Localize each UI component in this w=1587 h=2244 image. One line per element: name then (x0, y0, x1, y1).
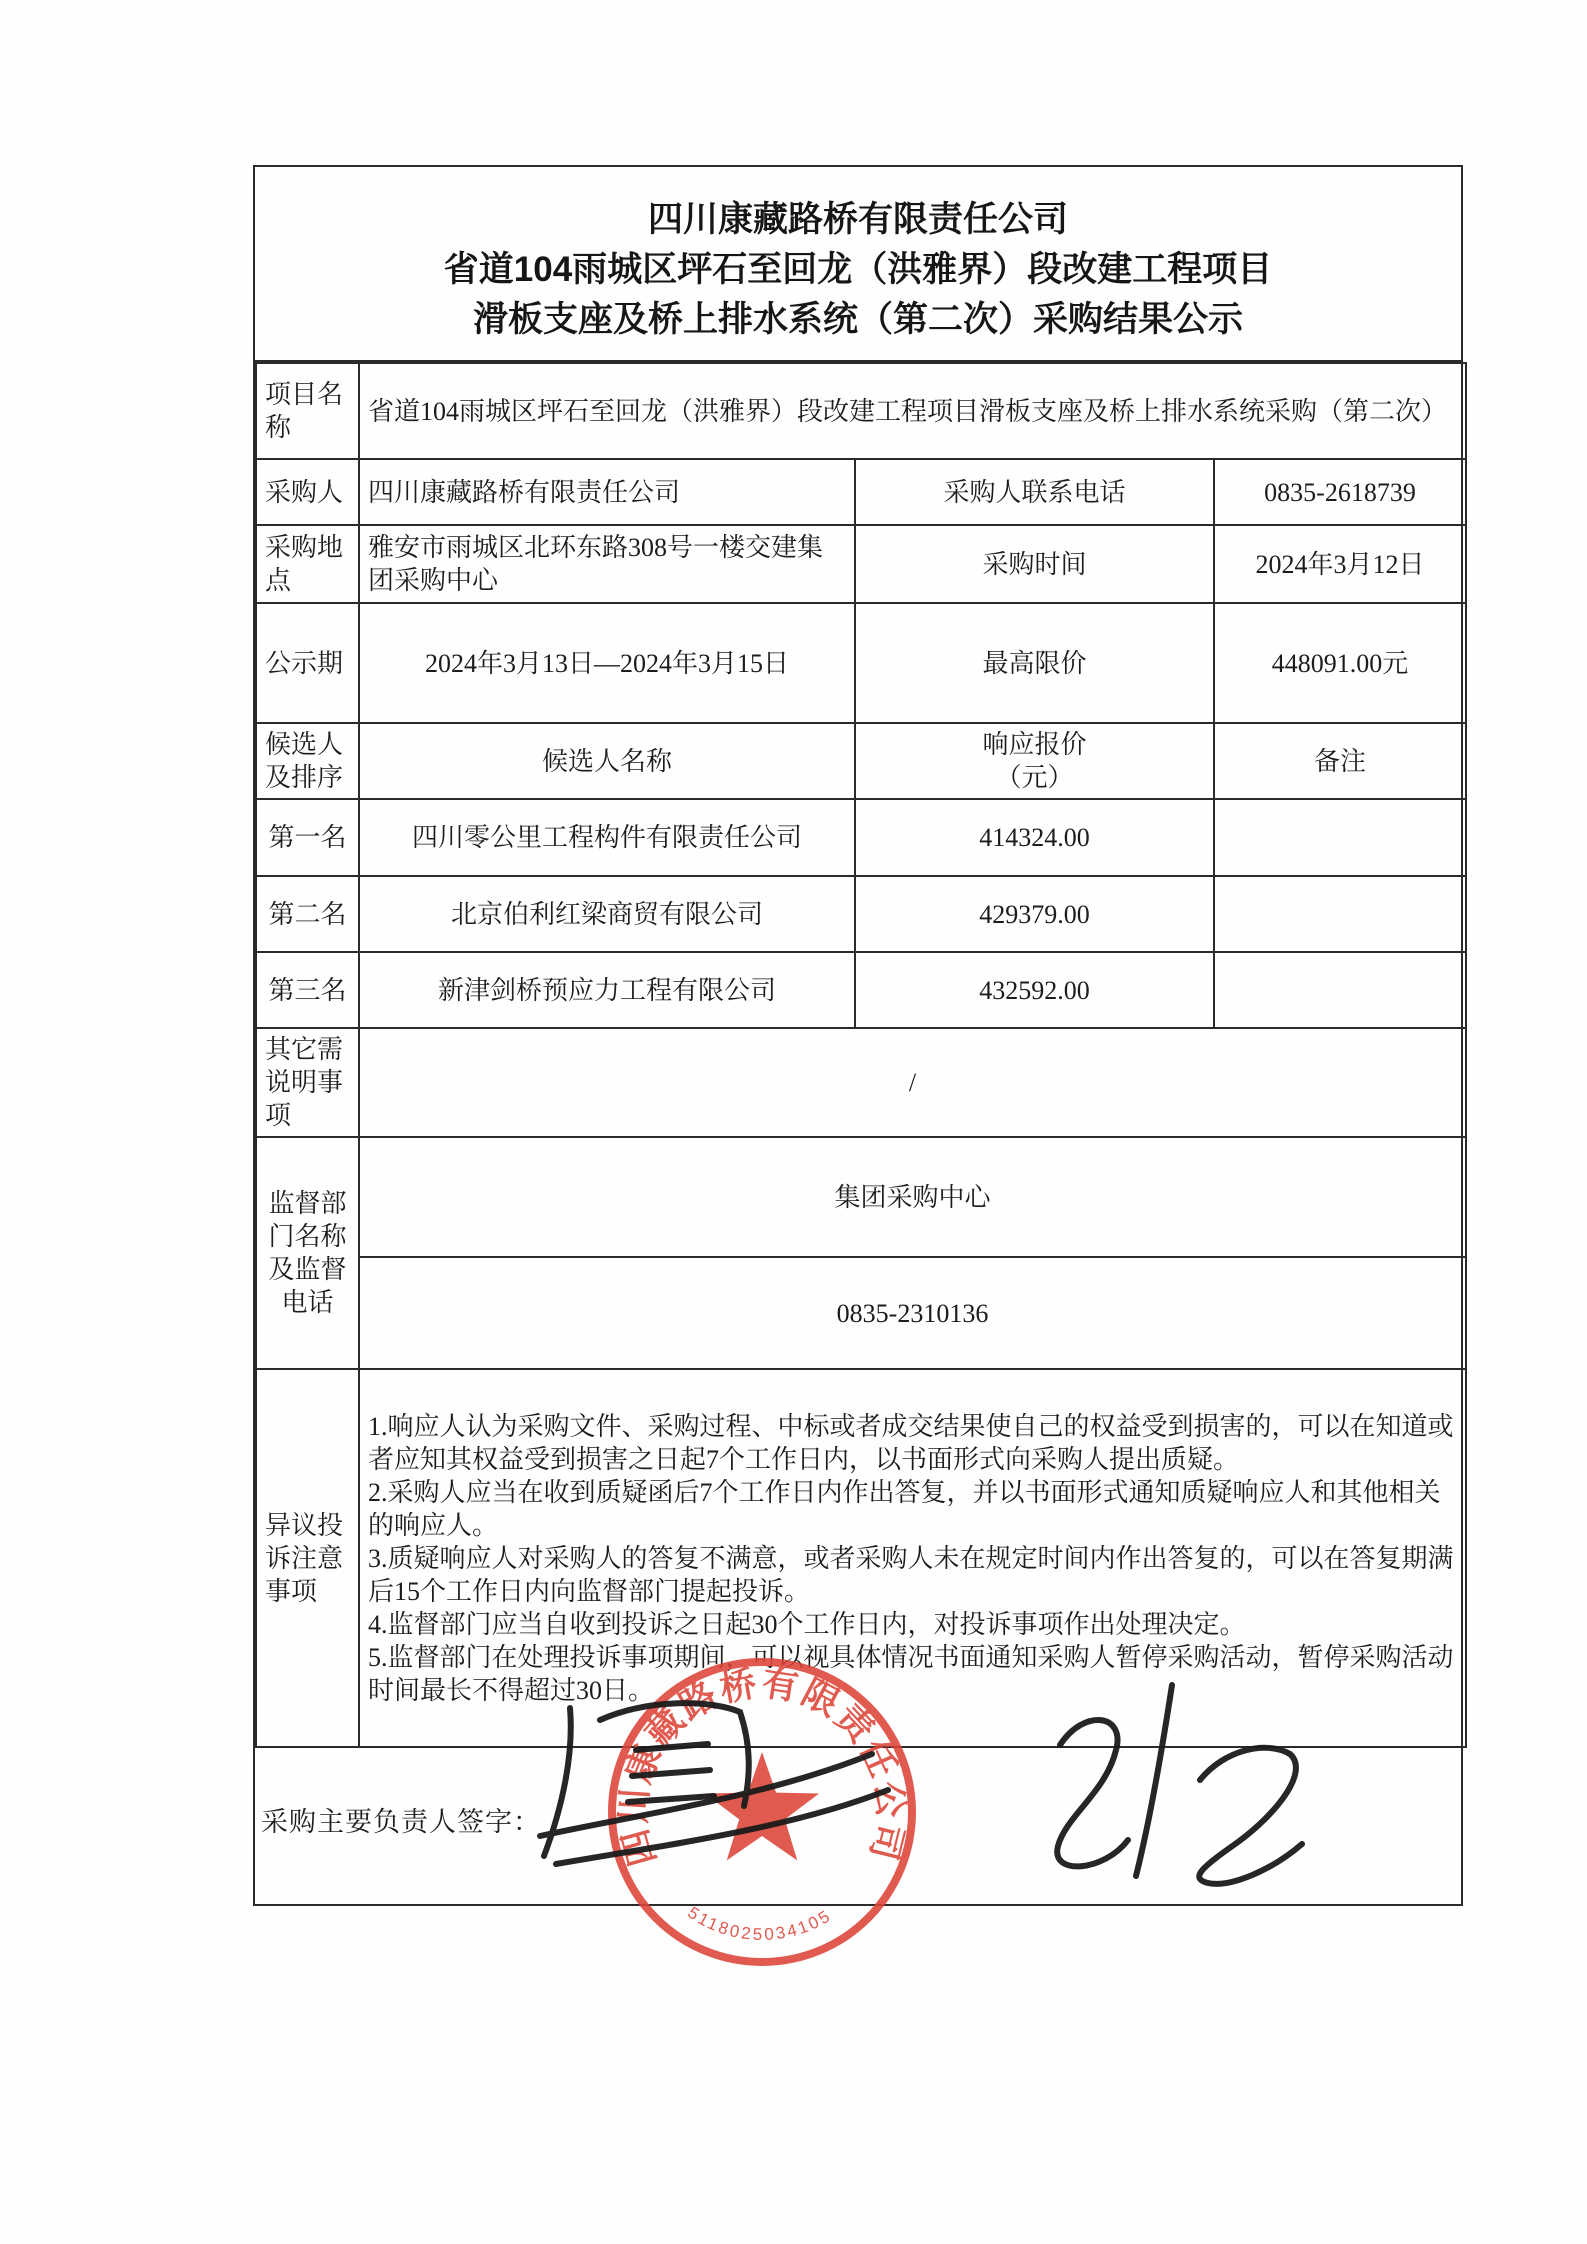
candidate-3-price: 432592.00 (855, 952, 1214, 1028)
candidate-3-remark (1214, 952, 1466, 1028)
candidate-1-name: 四川零公里工程构件有限责任公司 (359, 799, 855, 876)
candidate-2-remark (1214, 876, 1466, 952)
candidate-row-1 (256, 799, 1466, 876)
candidate-2-name: 北京伯利红梁商贸有限公司 (359, 876, 855, 952)
candidate-2-price: 429379.00 (855, 876, 1214, 952)
candidates-rank-label: 候选人及排序 (256, 723, 359, 799)
signature-row (255, 1748, 1461, 1904)
document-title (255, 167, 1461, 362)
signature-label: 采购主要负责人签字： (261, 1807, 541, 1837)
candidate-1-remark (1214, 799, 1466, 876)
purchaser-phone-label: 采购人联系电话 (855, 459, 1214, 525)
location-value: 雅安市雨城区北环东路308号一楼交建集团采购中心 (359, 525, 855, 603)
objection-item-2: 2.采购人应当在收到质疑函后7个工作日内作出答复，并以书面形式通知质疑响应人和其他相关的响应人。 (368, 1477, 1441, 1540)
candidate-1-price: 414324.00 (855, 799, 1214, 876)
project-name-label: 项目名称 (256, 363, 359, 459)
row-purchaser (256, 459, 1466, 525)
row-objection (256, 1369, 1466, 1747)
objection-label: 异议投诉注意事项 (256, 1369, 359, 1747)
row-candidates-header (256, 723, 1466, 799)
title-line-subject: 滑板支座及桥上排水系统（第二次）采购结果公示 (472, 300, 1243, 339)
purchaser-label: 采购人 (256, 459, 359, 525)
title-line-project: 省道104雨城区坪石至回龙（洪雅界）段改建工程项目 (443, 250, 1273, 289)
purchase-time-value: 2024年3月12日 (1214, 525, 1466, 603)
objection-item-1: 1.响应人认为采购文件、采购过程、中标或者成交结果使自己的权益受到损害的，可以在知道或者应知其权益受到损害之日起7个工作日内，以书面形式向采购人提出质疑。 (368, 1411, 1454, 1474)
title-line-company: 四川康藏路桥有限责任公司 (647, 200, 1068, 239)
seal-ring-text: 四川康藏路桥有限责任公司 (612, 1661, 913, 1871)
candidates-name-header: 候选人名称 (359, 723, 855, 799)
row-supervision-dept (256, 1137, 1466, 1257)
candidate-3-name: 新津剑桥预应力工程有限公司 (359, 952, 855, 1028)
candidate-3-rank: 第三名 (256, 952, 359, 1028)
supervision-phone: 0835-2310136 (359, 1257, 1466, 1369)
location-label: 采购地点 (256, 525, 359, 603)
max-price-label: 最高限价 (855, 603, 1214, 723)
other-notes-value: / (359, 1028, 1466, 1137)
row-project-name (256, 363, 1466, 459)
candidate-row-2 (256, 876, 1466, 952)
seal-number-text: 5118025034105 (684, 1902, 836, 1945)
other-notes-label: 其它需说明事项 (256, 1028, 359, 1137)
supervision-department: 集团采购中心 (359, 1137, 1466, 1257)
row-supervision-phone (256, 1257, 1466, 1369)
candidate-row-3 (256, 952, 1466, 1028)
procurement-result-table (253, 165, 1463, 1906)
row-location (256, 525, 1466, 603)
objection-item-4: 4.监督部门应当自收到投诉之日起30个工作日内，对投诉事项作出处理决定。 (368, 1609, 1246, 1639)
max-price-value: 448091.00元 (1214, 603, 1466, 723)
purchaser-value: 四川康藏路桥有限责任公司 (359, 459, 855, 525)
row-other-notes (256, 1028, 1466, 1137)
purchaser-phone-value: 0835-2618739 (1214, 459, 1466, 525)
row-publicity (256, 603, 1466, 723)
objection-item-3: 3.质疑响应人对采购人的答复不满意，或者采购人未在规定时间内作出答复的，可以在答复期满后15个工作日内向监督部门提起投诉。 (368, 1543, 1454, 1606)
project-name-value: 省道104雨城区坪石至回龙（洪雅界）段改建工程项目滑板支座及桥上排水系统采购（第二次） (359, 363, 1466, 459)
candidate-2-rank: 第二名 (256, 876, 359, 952)
objection-text (359, 1369, 1466, 1747)
objection-item-5: 5.监督部门在处理投诉事项期间，可以视具体情况书面通知采购人暂停采购活动，暂停采购活动时间最长不得超过30日。 (368, 1642, 1454, 1705)
supervision-label: 监督部门名称及监督电话 (256, 1137, 359, 1369)
candidates-price-header: 响应报价 （元） (855, 723, 1214, 799)
candidate-1-rank: 第一名 (256, 799, 359, 876)
publicity-label: 公示期 (256, 603, 359, 723)
purchase-time-label: 采购时间 (855, 525, 1214, 603)
publicity-period-value: 2024年3月13日—2024年3月15日 (359, 603, 855, 723)
candidates-remark-header: 备注 (1214, 723, 1466, 799)
info-grid (255, 362, 1467, 1748)
